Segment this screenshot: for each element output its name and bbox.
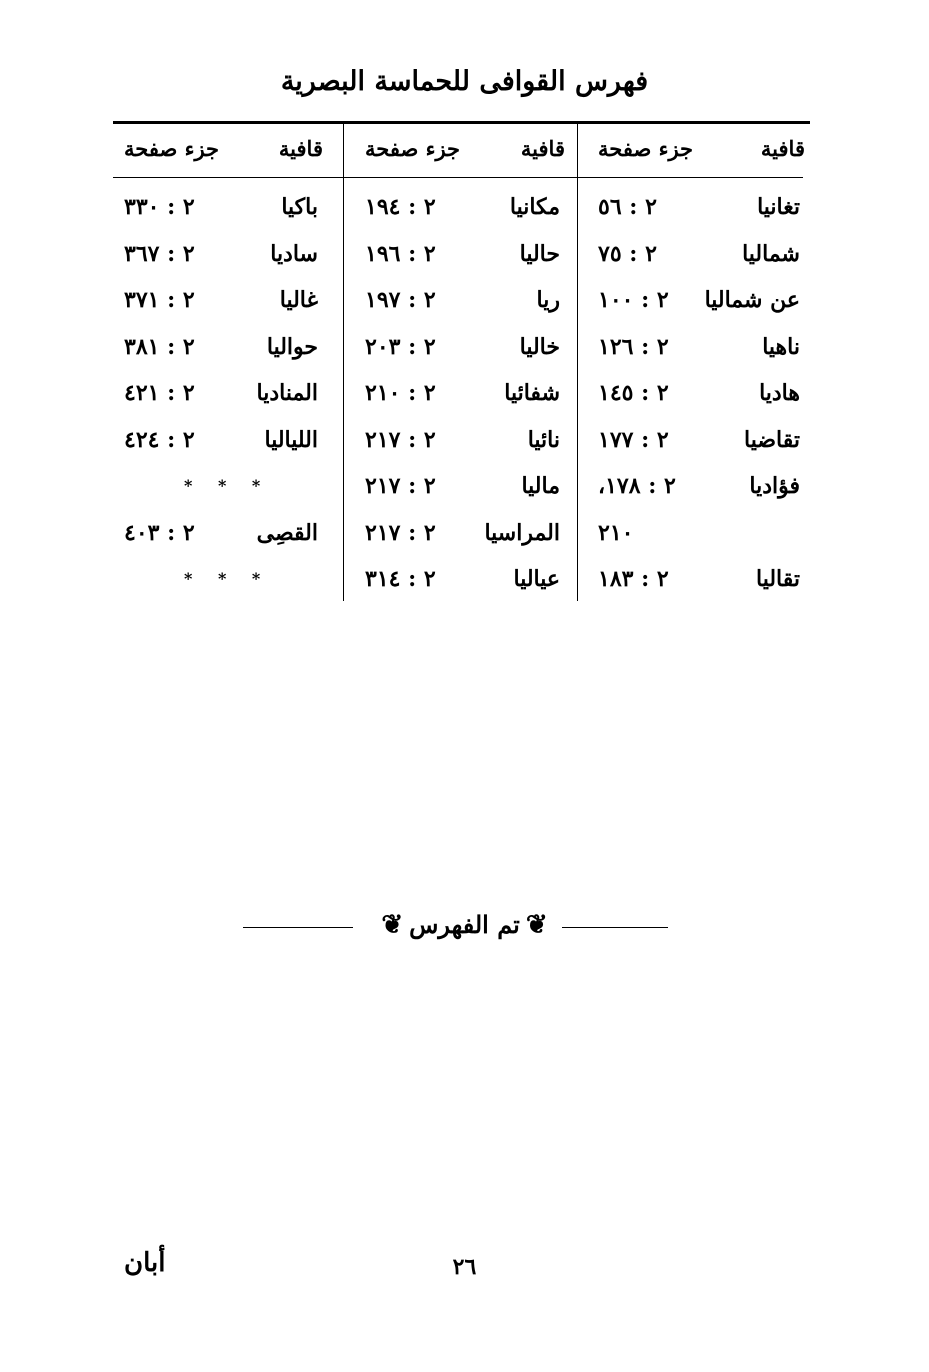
rhyme-entry: ريا: [536, 287, 560, 313]
part-page-reference: ٢ : ١٩٤: [365, 194, 436, 220]
page-title: فهرس القوافى للحماسة البصرية: [280, 66, 649, 97]
part-page-reference: ٢ : ٧٥: [598, 240, 657, 267]
rhyme-entry: ساديا: [270, 240, 318, 267]
part-page-reference: ٢ : ٤٠٣: [124, 519, 195, 546]
part-page-reference: ٢ : ١٩٦: [365, 240, 436, 267]
end-of-index-label: تم الفهرس: [409, 910, 520, 939]
part-page-reference: ٢ : ٢١٧: [365, 473, 436, 499]
part-page-reference: ٢ : ٣٣٠: [124, 194, 195, 220]
part-page-reference: ٢ : ٣٨١: [124, 333, 195, 360]
section-separator: * * *: [184, 476, 271, 495]
rhyme-entry: مكانيا: [509, 194, 560, 220]
column-header-part-page: جزء صفحة: [124, 136, 220, 161]
rhyme-entry: فؤاديا: [749, 473, 800, 499]
part-page-reference: ٢ : ٣٧١: [124, 287, 195, 313]
part-page-reference: ٢ : ٥٦: [598, 194, 657, 220]
rhyme-entry: غاليا: [279, 287, 318, 313]
rhyme-entry: خاليا: [519, 333, 560, 360]
part-page-reference: ٢ : ١٤٥: [598, 380, 669, 406]
ornament-icon: ❦: [525, 910, 548, 940]
part-page-reference: ٢١٠: [598, 519, 634, 546]
rhyme-entry: تقاضيا: [744, 426, 800, 453]
page-number: ٢٦: [452, 1254, 477, 1280]
part-page-reference: ٢ : ٢١٧: [365, 519, 436, 546]
part-page-reference: ٢ : ١٢٦: [598, 333, 669, 360]
rhyme-entry: حاليا: [519, 240, 560, 267]
rhyme-entry: المراسيا: [484, 519, 560, 546]
part-page-reference: ٢ : ١٠٠: [598, 287, 669, 313]
rhyme-entry: باكيا: [281, 194, 318, 220]
part-page-reference: ٢ : ٣١٤: [365, 566, 436, 592]
part-page-reference: ٢ : ١٩٧: [365, 287, 436, 313]
column-header-part-page: جزء صفحة: [365, 136, 461, 161]
part-page-reference: ٢ : ١٧٨،: [598, 473, 676, 499]
rhyme-entry: حواليا: [266, 333, 318, 360]
rhyme-entry: عن شماليا: [704, 287, 800, 313]
rhyme-entry: المناديا: [256, 380, 318, 406]
part-page-reference: ٢ : ١٨٣: [598, 566, 669, 592]
rhyme-entry: تغانيا: [757, 194, 800, 220]
column-header-rhyme: قافية: [520, 136, 565, 161]
part-page-reference: ٢ : ٢١٠: [365, 380, 436, 406]
rhyme-entry: نائيا: [527, 426, 560, 453]
section-separator: * * *: [184, 569, 271, 588]
rhyme-entry: اللياليا: [264, 426, 318, 453]
top-rule: [113, 121, 810, 124]
part-page-reference: ٢ : ٢١٧: [365, 426, 436, 453]
rhyme-entry: القصِى: [256, 519, 318, 546]
part-page-reference: ٢ : ٣٦٧: [124, 240, 195, 267]
column-divider: [343, 121, 344, 601]
rhyme-entry: شماليا: [742, 240, 800, 267]
footer-left-label: أبان: [124, 1248, 166, 1278]
rhyme-entry: هاديا: [759, 380, 800, 406]
column-divider: [577, 121, 578, 601]
part-page-reference: ٢ : ٢٠٣: [365, 333, 436, 360]
ornament-icon: ❦: [381, 910, 404, 940]
column-header-part-page: جزء صفحة: [598, 136, 694, 161]
rhyme-entry: شفائيا: [504, 380, 560, 406]
column-header-rhyme: قافية: [760, 136, 805, 161]
rhyme-entry: تقاليا: [756, 566, 800, 592]
column-header-rhyme: قافية: [278, 136, 323, 161]
rhyme-entry: ماليا: [521, 473, 560, 499]
part-page-reference: ٢ : ٤٢١: [124, 380, 195, 406]
rhyme-entry: ناهيا: [762, 333, 800, 360]
end-of-index: [0, 910, 929, 940]
part-page-reference: ٢ : ١٧٧: [598, 426, 669, 453]
rhyme-entry: عياليا: [513, 566, 560, 592]
header-rule: [113, 177, 803, 178]
part-page-reference: ٢ : ٤٢٤: [124, 426, 195, 453]
